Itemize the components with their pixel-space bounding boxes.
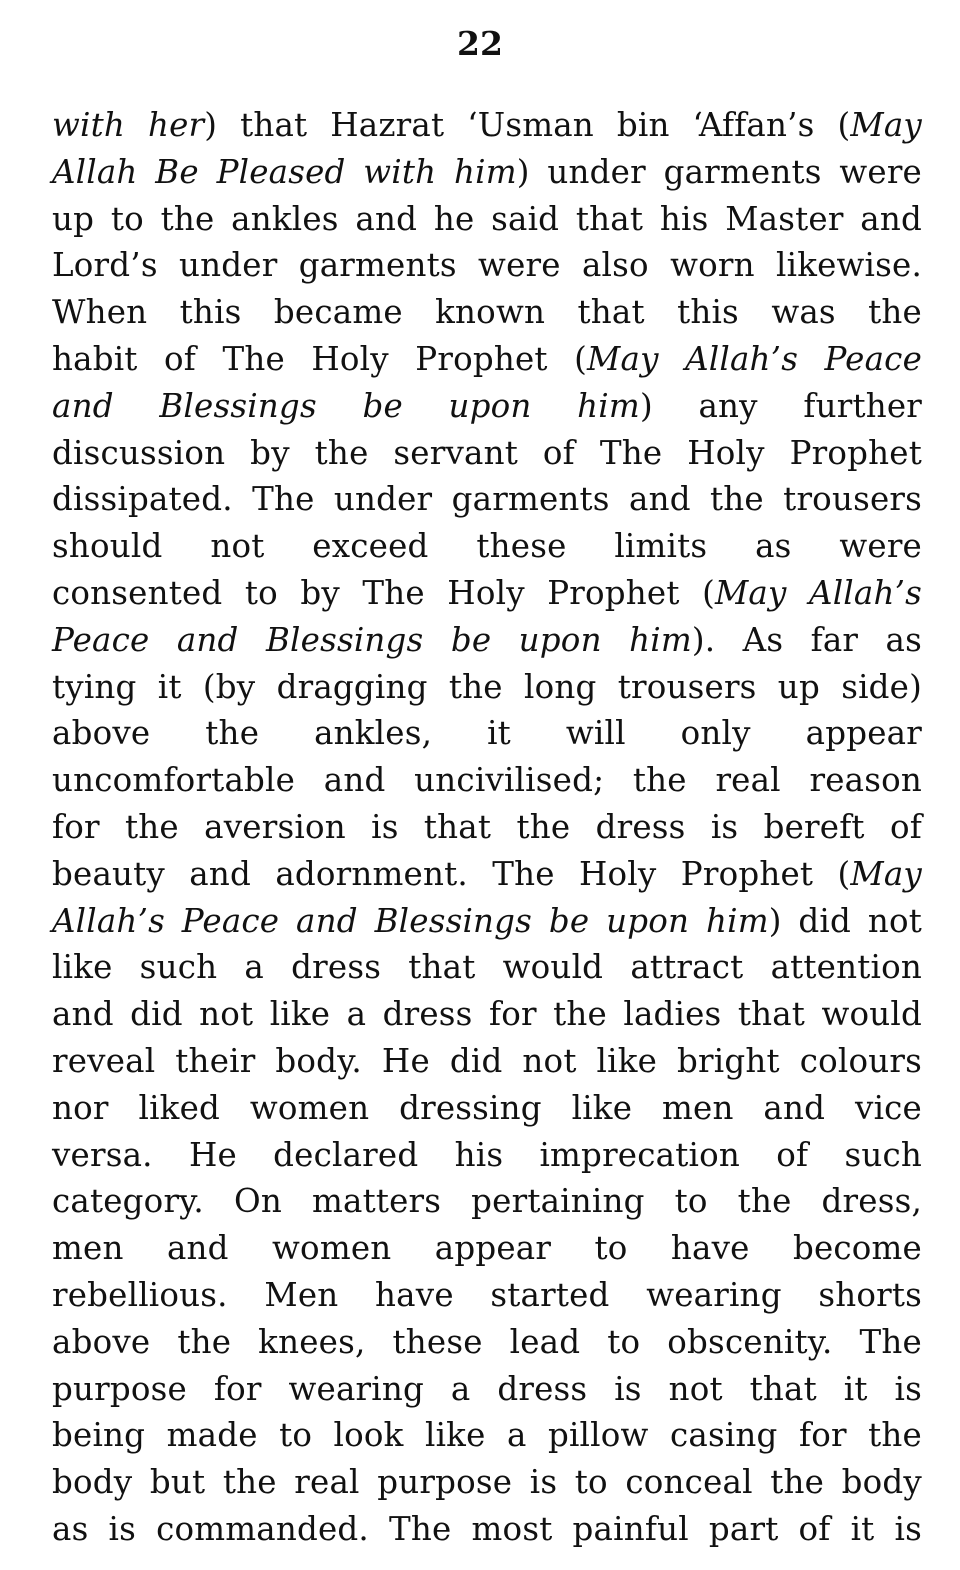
text-segment: ) any further: [639, 386, 923, 425]
text-segment: men and women appear to have become: [52, 1229, 922, 1268]
text-line: [52, 523, 922, 570]
italic-text: May Allah’s: [714, 573, 922, 612]
text-segment: ) did not: [768, 901, 922, 940]
text-line: [52, 898, 922, 945]
italic-text: Allah Be Pleased with him: [52, 152, 517, 191]
text-segment: dissipated. The under garments and the trousers: [52, 480, 922, 519]
text-line: [52, 476, 922, 523]
text-segment: like such a dress that would attract attention: [52, 948, 922, 987]
text-line: [52, 1225, 922, 1272]
text-line: [52, 1459, 922, 1506]
body-text: [52, 102, 922, 1553]
text-segment: nor liked women dressing like men and vice: [52, 1088, 922, 1127]
text-line: [52, 991, 922, 1038]
text-segment: ) under garments were: [516, 152, 922, 191]
text-line: [52, 1366, 922, 1413]
text-segment: beauty and adornment. The Holy Prophet (: [52, 854, 851, 893]
italic-text: Peace and Blessings be upon him: [52, 620, 692, 659]
text-segment: purpose for wearing a dress is not that it is: [52, 1369, 922, 1408]
text-line: [52, 1272, 922, 1319]
text-segment: body but the real purpose is to conceal the body: [52, 1463, 922, 1502]
text-segment: discussion by the servant of The Holy Prophet: [52, 433, 922, 472]
text-segment: and did not like a dress for the ladies that would: [52, 995, 922, 1034]
text-segment: should not exceed these limits as were: [52, 527, 922, 566]
text-line: [52, 1506, 922, 1553]
text-line: [52, 1178, 922, 1225]
text-line: [52, 196, 922, 243]
text-line: [52, 851, 922, 898]
text-segment: When this became known that this was the: [52, 293, 922, 332]
italic-text: with her: [52, 106, 205, 144]
text-line: [52, 1132, 922, 1179]
text-line: [52, 149, 922, 196]
text-line: [52, 944, 922, 991]
text-segment: versa. He declared his imprecation of such: [52, 1135, 922, 1174]
text-segment: ) that Hazrat ‘Usman bin ‘Affan’s (: [204, 106, 851, 144]
italic-text: Allah’s Peace and Blessings be upon him: [52, 901, 769, 940]
text-line: [52, 757, 922, 804]
text-segment: uncomfortable and uncivilised; the real reason: [52, 761, 922, 800]
text-segment: consented to by The Holy Prophet (: [52, 573, 715, 612]
text-segment: above the ankles, it will only appear: [52, 714, 922, 753]
text-segment: up to the ankles and he said that his Master and: [52, 199, 922, 238]
text-line: [52, 289, 922, 336]
text-segment: tying it (by dragging the long trousers up side): [52, 667, 922, 706]
text-segment: reveal their body. He did not like bright colours: [52, 1041, 922, 1080]
text-line: [52, 336, 922, 383]
text-line: [52, 617, 922, 664]
text-line: [52, 102, 922, 149]
italic-text: May: [850, 106, 922, 144]
text-segment: habit of The Holy Prophet (: [52, 339, 588, 378]
text-line: [52, 1412, 922, 1459]
text-segment: ). As far as: [691, 620, 922, 659]
italic-text: May: [850, 854, 922, 893]
text-line: [52, 430, 922, 477]
italic-text: May Allah’s Peace: [587, 339, 923, 378]
italic-text: and Blessings be upon him: [52, 386, 640, 425]
text-segment: category. On matters pertaining to the dress,: [52, 1182, 922, 1221]
text-line: [52, 664, 922, 711]
page-number: 22: [457, 24, 503, 63]
text-segment: for the aversion is that the dress is bereft of: [52, 807, 922, 846]
text-segment: Lord’s under garments were also worn likewise.: [52, 246, 922, 285]
text-line: [52, 1319, 922, 1366]
text-line: [52, 1038, 922, 1085]
text-line: [52, 570, 922, 617]
text-line: [52, 804, 922, 851]
text-line: [52, 383, 922, 430]
text-line: [52, 242, 922, 289]
text-segment: above the knees, these lead to obscenity. The: [52, 1322, 922, 1361]
text-segment: being made to look like a pillow casing for the: [52, 1416, 922, 1455]
text-segment: as is commanded. The most painful part of it is: [52, 1509, 922, 1548]
text-line: [52, 710, 922, 757]
text-line: [52, 1085, 922, 1132]
text-segment: rebellious. Men have started wearing shorts: [52, 1275, 922, 1314]
